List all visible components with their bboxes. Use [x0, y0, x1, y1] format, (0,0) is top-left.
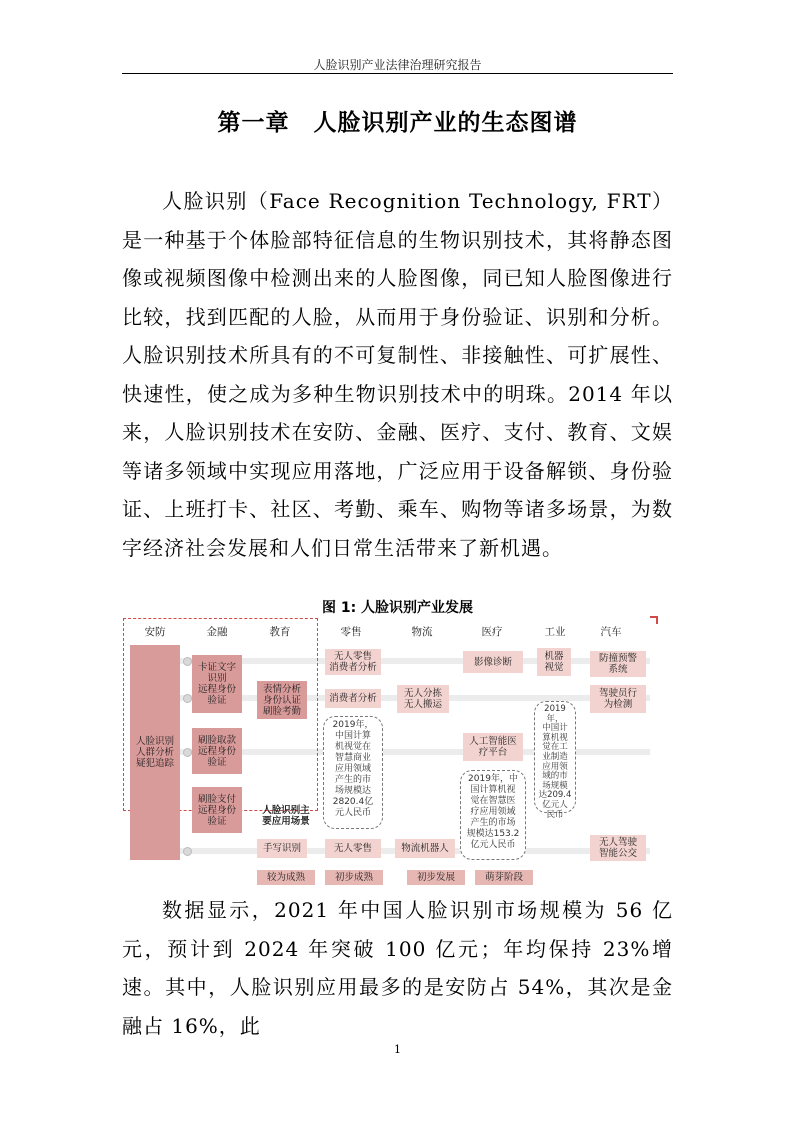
- paragraph-intro: 人脸识别（Face Recognition Technology, FRT）是一种基于个体脸部特征信息的生物识别技术，其将静态图像或视频图像中检测出来的人脸图像，同已知人脸图像进行比较，找到匹配的人脸，从而用于身份验证、识别和分析。人脸识别技术所具有的不可复制性、非接触性、可扩展性、快速性，使之成为多种生物识别技术中的明珠。2014 年以来，人脸识别技术在安防、金融、医疗、支付、教育、文娱等诸多领域中实现应用落地，广泛应用于设备解锁、身份验证、上班打卡、社区、考勤、乘车、购物等诸多场景，为数字经济社会发展和人们日常生活带来了新机遇。: [122, 189, 673, 560]
- corner-mark: [650, 616, 658, 624]
- retail-box-unmanned-store: 无人零售: [325, 839, 381, 858]
- column-header-education: 教育: [269, 626, 291, 638]
- column-header-medical: 医疗: [481, 626, 503, 638]
- retail-box-consumer: 消费者分析: [325, 689, 381, 708]
- medical-box-platform: 人工智能医 疗平台: [463, 733, 523, 761]
- column-header-retail: 零售: [340, 626, 362, 638]
- figure-title: 图 1: 人脸识别产业发展: [321, 600, 474, 616]
- main-scenarios-label: 人脸识别主 要应用场景: [262, 805, 310, 827]
- medical-box-imaging: 影像诊断: [463, 651, 523, 673]
- stage-label-mature: 较为成熟: [257, 870, 315, 885]
- education-box-analysis: 表情分析 身份认证 刷脸考勤: [257, 681, 307, 719]
- education-box-handwriting: 手写识别: [257, 839, 307, 858]
- retail-market-note: 2019年， 中国计算 机视觉在 智慧商业 应用领域 产生的市 场规模达 2820.4亿 元人民币: [323, 716, 383, 829]
- column-header-logistics: 物流: [411, 626, 433, 638]
- logistics-box-robot: 物流机器人: [395, 839, 455, 858]
- security-box: 人脸识别 人群分析 疑犯追踪: [130, 645, 180, 860]
- finance-box-withdrawal: 刷脸取款 远程身份 验证: [192, 728, 242, 774]
- paragraph-market: 数据显示，2021 年中国人脸识别市场规模为 56 亿元，预计到 2024 年突破 100 亿元；年均保持 23%增速。其中，人脸识别应用最多的是安防占 54%，其次是金融占 16%，此: [122, 898, 673, 1038]
- logistics-box-sorting: 无人分拣 无人搬运: [397, 685, 449, 713]
- header-rule: [122, 73, 673, 74]
- column-header-security: 安防: [144, 626, 166, 638]
- chapter-title: 第一章 人脸识别产业的生态图谱: [217, 110, 578, 136]
- auto-box-driverless: 无人驾驶 智能公交: [590, 835, 646, 861]
- row-dot: [183, 847, 192, 856]
- auto-box-collision: 防撞预警 系统: [590, 651, 646, 677]
- finance-box-payment: 刷脸支付 远程身份 验证: [192, 787, 242, 833]
- page-number: 1: [394, 1043, 401, 1056]
- industry-figure: [120, 615, 660, 885]
- column-header-finance: 金融: [206, 626, 228, 638]
- stage-label-early-mature: 初步成熟: [325, 870, 383, 885]
- column-header-industry: 工业: [544, 626, 566, 638]
- finance-box-id-recognition: 卡证文字 识别 远程身份 验证: [192, 655, 242, 713]
- auto-box-driver: 驾驶员行 为检测: [590, 685, 646, 713]
- stage-label-emerging: 萌芽阶段: [475, 870, 533, 885]
- industry-market-note: 2019年， 中国计 算机视 觉在工 业制造 应用领 域的市 场规模 达209.4 亿元人 民币: [534, 701, 576, 813]
- running-header: 人脸识别产业法律治理研究报告: [313, 58, 482, 72]
- stage-label-developing: 初步发展: [407, 870, 465, 885]
- industry-box-vision: 机器 视觉: [537, 648, 571, 676]
- medical-market-note: 2019年，中 国计算机视 觉在智慧医 疗应用领域 产生的市场 规模达153.2 亿元人民币: [460, 770, 526, 860]
- retail-box-unmanned: 无人零售 消费者分析: [325, 649, 381, 675]
- column-header-auto: 汽车: [600, 626, 622, 638]
